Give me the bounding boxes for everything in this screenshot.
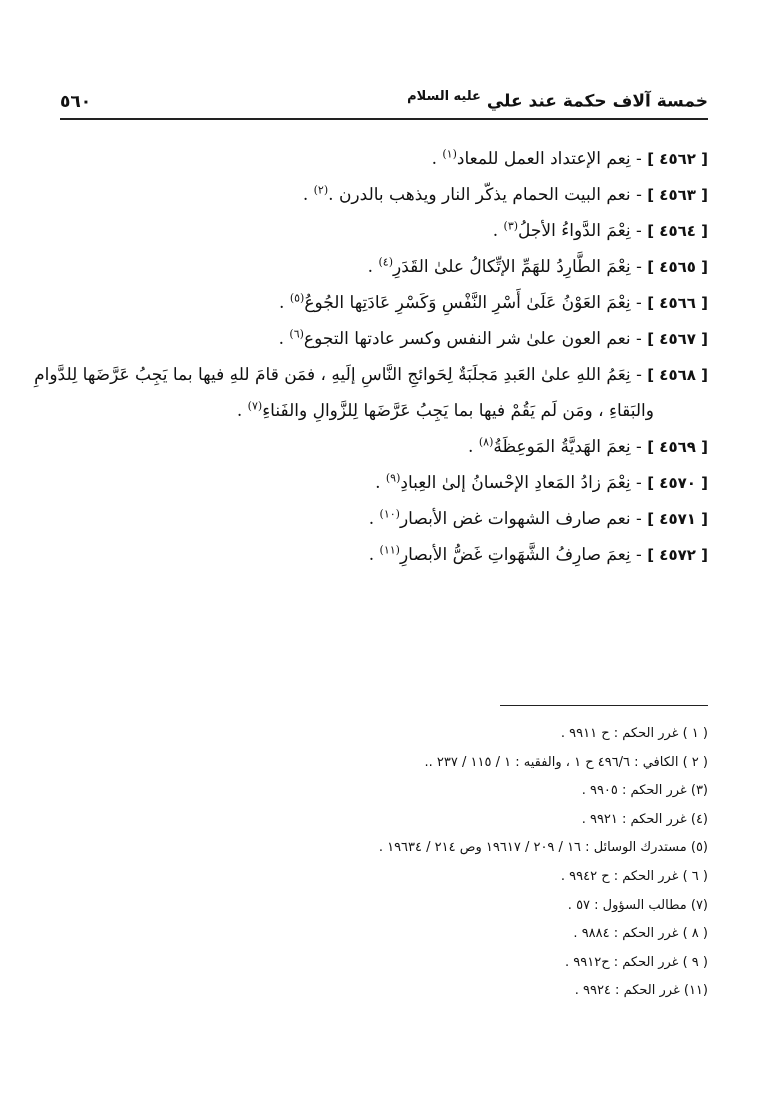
footnote-ref: (٧) bbox=[247, 399, 263, 413]
entry-number: [ ٤٥٦٧ ] bbox=[647, 330, 708, 348]
entry-end-mark: . bbox=[468, 437, 474, 457]
entry-text: - نِعمَ الهَديَّةُ المَوعِظَةُ bbox=[493, 437, 642, 457]
entry-end-mark: . bbox=[375, 473, 381, 493]
salutation-mark: عليه السلام bbox=[407, 89, 481, 105]
entry-text: - نِعَمُ اللهِ علىٰ العَبدِ مَجلَبَةٌ لِحَوائجِ النَّاسِ إلَيهِ ، فمَن قامَ للهِ فيها بما يَجِبُ عَرَّضَها لِلدَّوامِ bbox=[34, 365, 642, 385]
entry-end-mark: . bbox=[302, 185, 309, 205]
entries-list bbox=[34, 141, 708, 573]
entry-11 bbox=[48, 537, 708, 573]
entry-number: [ ٤٥٦٢ ] bbox=[647, 150, 708, 168]
entry-10 bbox=[48, 501, 708, 537]
footnote-3: (٣) غرر الحكم : ٩٩٠٥ . bbox=[581, 783, 708, 799]
entry-number: [ ٤٥٦٣ ] bbox=[647, 186, 708, 204]
footnote-1: ( ١ ) غرر الحكم : ح ٩٩١١ . bbox=[560, 726, 708, 741]
entry-7 bbox=[34, 357, 708, 429]
footnote-ref: (٥) bbox=[289, 291, 305, 305]
entry-9 bbox=[48, 465, 708, 501]
entry-continuation-text: والبَقاءِ ، ومَن لَم يَقُمْ فيها بما يَجِبُ عَرَّضَها لِلزَّوالِ والفَناءِ bbox=[262, 401, 654, 421]
entry-end-mark: . bbox=[279, 293, 285, 313]
entry-end-mark: . bbox=[278, 329, 284, 349]
entry-text: - نِعْمَ الطَّارِدُ للهَمِّ الإتِّكالُ علىٰ القَدَرِ bbox=[392, 257, 642, 277]
entry-number: [ ٤٥٧٠ ] bbox=[647, 474, 708, 492]
entry-end-mark: . bbox=[492, 221, 499, 241]
entry-number: [ ٤٥٦٥ ] bbox=[647, 258, 708, 276]
footnote-6: ( ٦ ) غرر الحكم : ح ٩٩٤٢ . bbox=[560, 868, 708, 884]
entry-text: - نِعم الإعتداد العمل للمعاد bbox=[456, 149, 642, 169]
footnote-2: ( ٢ ) الكافي : ٤٩٦/٦ ح ١ ، والفقيه : ١ / ١١٥ / ٢٣٧ .. bbox=[424, 754, 708, 770]
entry-number: [ ٤٥٧٢ ] bbox=[647, 546, 708, 564]
entry-continuation bbox=[48, 393, 708, 429]
entry-1 bbox=[48, 141, 708, 177]
entry-end-mark: . bbox=[236, 401, 243, 421]
entry-text: - نِعْمَ الدَّواءُ الأجلُ bbox=[518, 221, 642, 241]
footnote-ref: (١٠) bbox=[379, 507, 400, 521]
entry-4 bbox=[48, 249, 708, 285]
page-header bbox=[60, 82, 708, 120]
footnote-5: (٥) مستدرك الوسائل : ١٦ / ٢٠٩ / ١٩٦١٧ وص ٢١٤ / ١٩٦٣٤ . bbox=[378, 840, 708, 856]
entry-number: [ ٤٥٧١ ] bbox=[647, 510, 708, 528]
entry-end-mark: . bbox=[431, 149, 437, 169]
footnote-ref: (٣) bbox=[503, 219, 519, 233]
footnote-ref: (٤) bbox=[378, 255, 393, 269]
entry-number: [ ٤٥٦٦ ] bbox=[647, 294, 708, 312]
footnote-7: (٧) مطالب السؤول : ٥٧ . bbox=[567, 897, 708, 913]
footnote-ref: (٨) bbox=[478, 435, 494, 449]
entry-text: - نِعمَ صارِفُ الشَّهَواتِ غَضُّ الأبصارِ bbox=[399, 545, 642, 565]
book-title: خمسة آلاف حكمة عند علي $^{عليه السلام}$ bbox=[407, 89, 708, 112]
footnote-ref: (٢) bbox=[313, 183, 329, 197]
entry-number: [ ٤٥٦٩ ] bbox=[647, 438, 708, 456]
footnote-divider bbox=[500, 705, 708, 706]
footnote-ref: (٩) bbox=[385, 471, 401, 485]
footnote-8: ( ٨ ) غرر الحكم : ٩٨٨٤ . bbox=[573, 926, 708, 942]
entry-3 bbox=[48, 213, 708, 249]
entry-number: [ ٤٥٦٤ ] bbox=[647, 222, 708, 240]
footnote-ref: (١١) bbox=[379, 543, 400, 557]
footnote-ref: (١) bbox=[442, 147, 457, 161]
entry-number: [ ٤٥٦٨ ] bbox=[647, 366, 708, 384]
footnote-10: (١١) غرر الحكم : ٩٩٢٤ . bbox=[574, 983, 708, 999]
footnote-9: ( ٩ ) غرر الحكم : ح٩٩١٢ . bbox=[565, 954, 708, 970]
entry-end-mark: . bbox=[367, 257, 374, 277]
entry-text: - نعم صارف الشهوات غض الأبصار bbox=[399, 509, 642, 529]
footnote-ref: (٦) bbox=[289, 327, 304, 341]
entry-end-mark: . bbox=[368, 545, 375, 565]
entry-2 bbox=[48, 177, 708, 213]
entry-end-mark: . bbox=[368, 509, 375, 529]
footnote-4: (٤) غرر الحكم : ٩٩٢١ . bbox=[581, 811, 708, 827]
entry-text: - نعم البيت الحمام يذكّر النار ويذهب بالدرن . bbox=[328, 185, 642, 205]
entry-5 bbox=[48, 285, 708, 321]
entry-text: - نِعْمَ زادُ المَعادِ الإحْسانُ إلىٰ العِبادِ bbox=[400, 473, 642, 493]
footnotes-list bbox=[60, 720, 708, 1006]
entry-text: - نِعْمَ العَوْنُ عَلَىٰ أَسْرِ النَّفْسِ وَكَسْرِ عَادَتِها الجُوعُ bbox=[304, 293, 642, 313]
entry-8 bbox=[48, 429, 708, 465]
entry-6 bbox=[48, 321, 708, 357]
entry-text: - نعم العون علىٰ شر النفس وكسر عادتها التجوع bbox=[303, 329, 642, 349]
page-number: ٥٦٠ bbox=[60, 92, 92, 112]
